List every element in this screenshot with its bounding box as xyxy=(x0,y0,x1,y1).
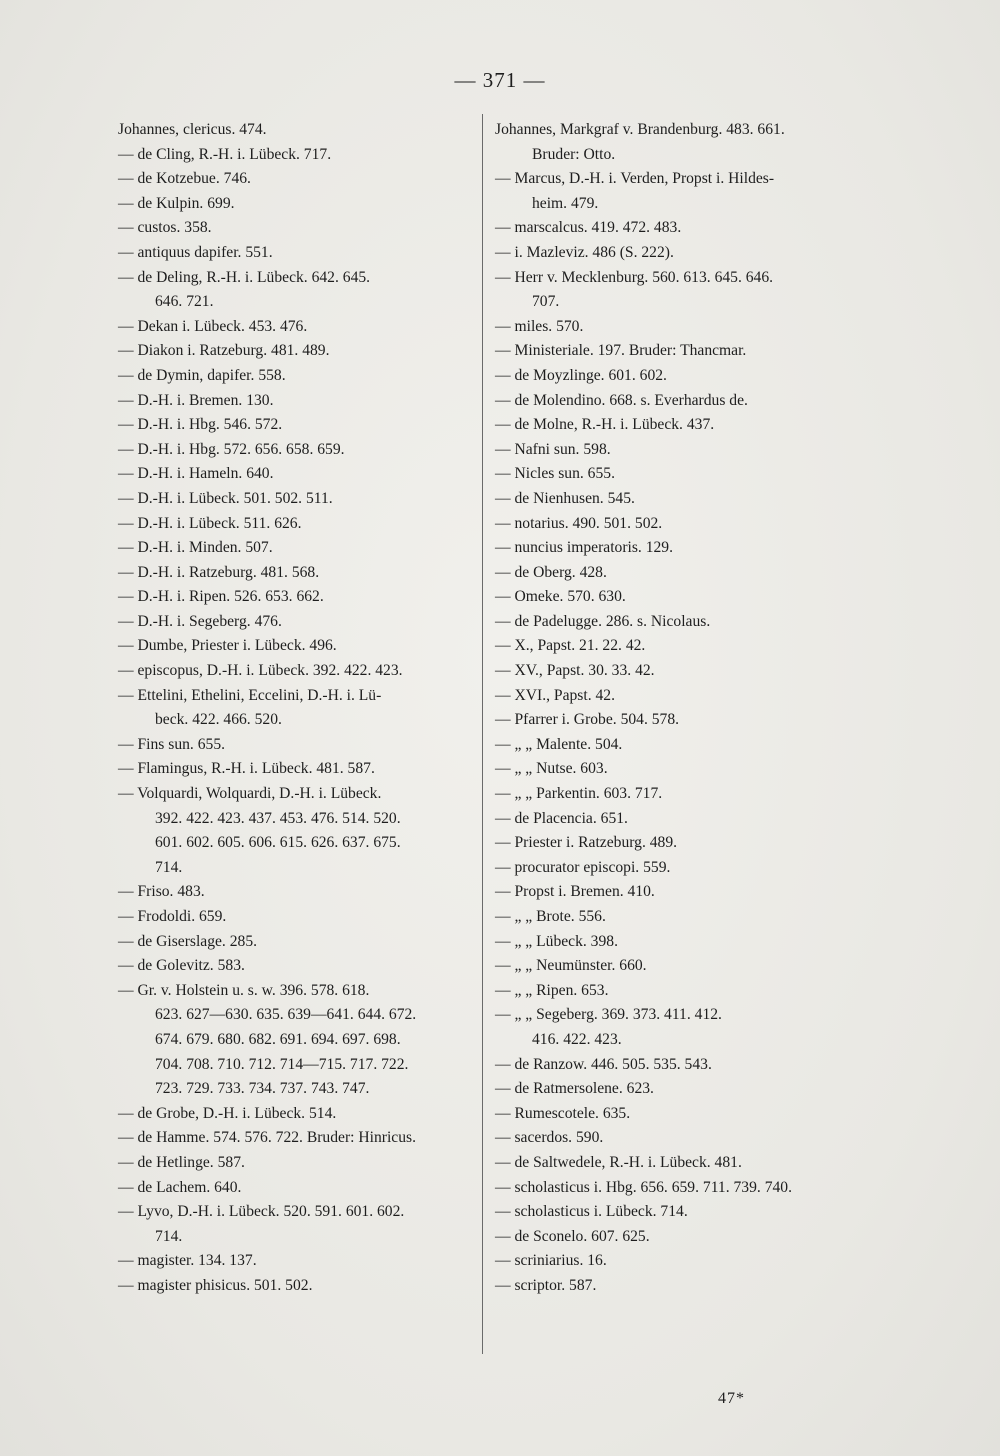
index-entry: — Pfarrer i. Grobe. 504. 578. xyxy=(495,711,680,729)
index-entry: — de Hamme. 574. 576. 722. Bruder: Hinricus. xyxy=(118,1129,416,1147)
index-entry: — „ „ Lübeck. 398. xyxy=(495,932,618,950)
index-entry: 707. xyxy=(532,293,560,311)
index-entry: — magister. 134. 137. xyxy=(118,1252,257,1270)
index-entry: — de Grobe, D.-H. i. Lübeck. 514. xyxy=(118,1104,337,1122)
index-entry: — de Golevitz. 583. xyxy=(118,957,245,975)
index-entry: — „ „ Parkentin. 603. 717. xyxy=(495,785,663,803)
index-entry: — „ „ Nutse. 603. xyxy=(495,760,608,778)
index-entry: heim. 479. xyxy=(532,194,599,212)
index-entry: — de Ratmersolene. 623. xyxy=(495,1080,654,1098)
index-entry: — marscalcus. 419. 472. 483. xyxy=(495,219,682,237)
index-entry: — D.-H. i. Ripen. 526. 653. 662. xyxy=(118,588,324,606)
index-entry: — D.-H. i. Hameln. 640. xyxy=(118,465,274,483)
index-entry: 601. 602. 605. 606. 615. 626. 637. 675. xyxy=(155,834,401,852)
index-entry: 704. 708. 710. 712. 714—715. 717. 722. xyxy=(155,1055,409,1073)
index-entry: — Gr. v. Holstein u. s. w. 396. 578. 618. xyxy=(118,981,370,999)
index-entry: — Dumbe, Priester i. Lübeck. 496. xyxy=(118,637,337,655)
index-entry: 674. 679. 680. 682. 691. 694. 697. 698. xyxy=(155,1030,401,1048)
index-entry: — X., Papst. 21. 22. 42. xyxy=(495,637,646,655)
index-entry: — de Molne, R.-H. i. Lübeck. 437. xyxy=(495,416,715,434)
index-entry: 623. 627—630. 635. 639—641. 644. 672. xyxy=(155,1006,417,1024)
column-divider xyxy=(482,114,483,1354)
index-entry: — Rumescotele. 635. xyxy=(495,1104,631,1122)
index-entry: — Nafni sun. 598. xyxy=(495,440,611,458)
index-entry: — Ettelini, Ethelini, Eccelini, D.-H. i. Lü- xyxy=(118,686,382,704)
index-entry: — Herr v. Mecklenburg. 560. 613. 645. 646. xyxy=(495,268,774,286)
index-entry: — Priester i. Ratzeburg. 489. xyxy=(495,834,678,852)
index-entry: — de Moyzlinge. 601. 602. xyxy=(495,366,667,384)
index-entry: — episcopus, D.-H. i. Lübeck. 392. 422. 423. xyxy=(118,662,403,680)
index-entry: — de Dymin, dapifer. 558. xyxy=(118,366,286,384)
index-entry: — de Molendino. 668. s. Everhardus de. xyxy=(495,391,748,409)
index-entry: — miles. 570. xyxy=(495,317,584,335)
index-entry: — D.-H. i. Ratzeburg. 481. 568. xyxy=(118,563,320,581)
index-entry: — Diakon i. Ratzeburg. 481. 489. xyxy=(118,342,330,360)
index-entry: beck. 422. 466. 520. xyxy=(155,711,282,729)
page-number: — 371 — xyxy=(454,68,546,92)
index-entry: — XV., Papst. 30. 33. 42. xyxy=(495,662,655,680)
index-entry: 714. xyxy=(155,858,183,876)
index-entry: — Lyvo, D.-H. i. Lübeck. 520. 591. 601. 602. xyxy=(118,1203,405,1221)
index-entry: — Flamingus, R.-H. i. Lübeck. 481. 587. xyxy=(118,760,375,778)
index-entry: — D.-H. i. Lübeck. 511. 626. xyxy=(118,514,302,532)
index-entry: — D.-H. i. Hbg. 572. 656. 658. 659. xyxy=(118,440,345,458)
index-entry: — „ „ Brote. 556. xyxy=(495,908,606,925)
index-entry: — „ „ Segeberg. 369. 373. 411. 412. xyxy=(495,1006,722,1024)
index-entry: — de Nienhusen. 545. xyxy=(495,489,635,507)
index-entry: — Frodoldi. 659. xyxy=(118,908,227,925)
index-entry: — Volquardi, Wolquardi, D.-H. i. Lübeck. xyxy=(118,785,382,803)
index-entry: — D.-H. i. Minden. 507. xyxy=(118,539,273,557)
index-entry: — „ „ Malente. 504. xyxy=(495,735,623,753)
index-entry: 714. xyxy=(155,1227,183,1245)
index-entry: — notarius. 490. 501. 502. xyxy=(495,514,663,532)
index-entry: — de Placencia. 651. xyxy=(495,809,628,827)
index-column-left xyxy=(118,118,478,1299)
index-entry: — nuncius imperatoris. 129. xyxy=(495,539,674,557)
index-entry: — D.-H. i. Lübeck. 501. 502. 511. xyxy=(118,489,333,507)
index-entry: Johannes, Markgraf v. Brandenburg. 483. 661. xyxy=(495,121,785,138)
index-entry: — D.-H. i. Segeberg. 476. xyxy=(118,612,282,630)
index-entry: — de Saltwedele, R.-H. i. Lübeck. 481. xyxy=(495,1153,742,1171)
index-entry: — magister phisicus. 501. 502. xyxy=(118,1276,313,1294)
index-entry: — Propst i. Bremen. 410. xyxy=(495,883,655,901)
index-entry: — D.-H. i. Hbg. 546. 572. xyxy=(118,416,283,434)
index-entry: — XVI., Papst. 42. xyxy=(495,686,615,704)
index-entry: 416. 422. 423. xyxy=(532,1030,622,1048)
index-entry: — „ „ Ripen. 653. xyxy=(495,981,609,999)
index-entry: 723. 729. 733. 734. 737. 743. 747. xyxy=(155,1080,370,1098)
index-entry: — Nicles sun. 655. xyxy=(495,465,615,483)
index-entry: — de Lachem. 640. xyxy=(118,1178,242,1196)
signature-mark: 47* xyxy=(718,1390,745,1407)
index-entry: — D.-H. i. Bremen. 130. xyxy=(118,391,274,409)
index-entry: — procurator episcopi. 559. xyxy=(495,858,671,876)
index-entry: 392. 422. 423. 437. 453. 476. 514. 520. xyxy=(155,809,401,827)
index-entry: — Friso. 483. xyxy=(118,883,205,901)
index-entry: — de Sconelo. 607. 625. xyxy=(495,1227,650,1245)
index-entry: — de Padelugge. 286. s. Nicolaus. xyxy=(495,612,711,630)
index-entry: — scholasticus i. Lübeck. 714. xyxy=(495,1203,688,1221)
index-entry: — antiquus dapifer. 551. xyxy=(118,243,273,261)
index-entry: — Dekan i. Lübeck. 453. 476. xyxy=(118,317,308,335)
index-column-right xyxy=(495,118,855,1299)
index-entry: — Marcus, D.-H. i. Verden, Propst i. Hildes- xyxy=(495,170,775,188)
index-entry: — de Oberg. 428. xyxy=(495,563,607,581)
index-entry: — i. Mazleviz. 486 (S. 222). xyxy=(495,243,674,261)
index-entry: Bruder: Otto. xyxy=(532,145,616,163)
index-entry: — Omeke. 570. 630. xyxy=(495,588,626,606)
index-entry: — Ministeriale. 197. Bruder: Thancmar. xyxy=(495,342,747,360)
index-entry: — scriptor. 587. xyxy=(495,1276,597,1294)
index-entry: — de Kulpin. 699. xyxy=(118,194,235,212)
index-entry: — de Ranzow. 446. 505. 535. 543. xyxy=(495,1055,712,1073)
index-entry: — de Deling, R.-H. i. Lübeck. 642. 645. xyxy=(118,268,371,286)
index-entry: — scriniarius. 16. xyxy=(495,1252,607,1270)
index-entry: — Fins sun. 655. xyxy=(118,735,226,753)
index-entry: — de Hetlinge. 587. xyxy=(118,1153,245,1171)
index-entry: — de Cling, R.-H. i. Lübeck. 717. xyxy=(118,145,332,163)
index-entry: — custos. 358. xyxy=(118,219,212,237)
index-entry: — scholasticus i. Hbg. 656. 659. 711. 739. 740. xyxy=(495,1178,792,1196)
index-entry: — sacerdos. 590. xyxy=(495,1129,604,1147)
index-entry: Johannes, clericus. 474. xyxy=(118,121,267,138)
index-entry: — de Giserslage. 285. xyxy=(118,932,258,950)
index-entry: 646. 721. xyxy=(155,293,214,311)
index-entry: — „ „ Neumünster. 660. xyxy=(495,957,647,975)
index-entry: — de Kotzebue. 746. xyxy=(118,170,251,188)
